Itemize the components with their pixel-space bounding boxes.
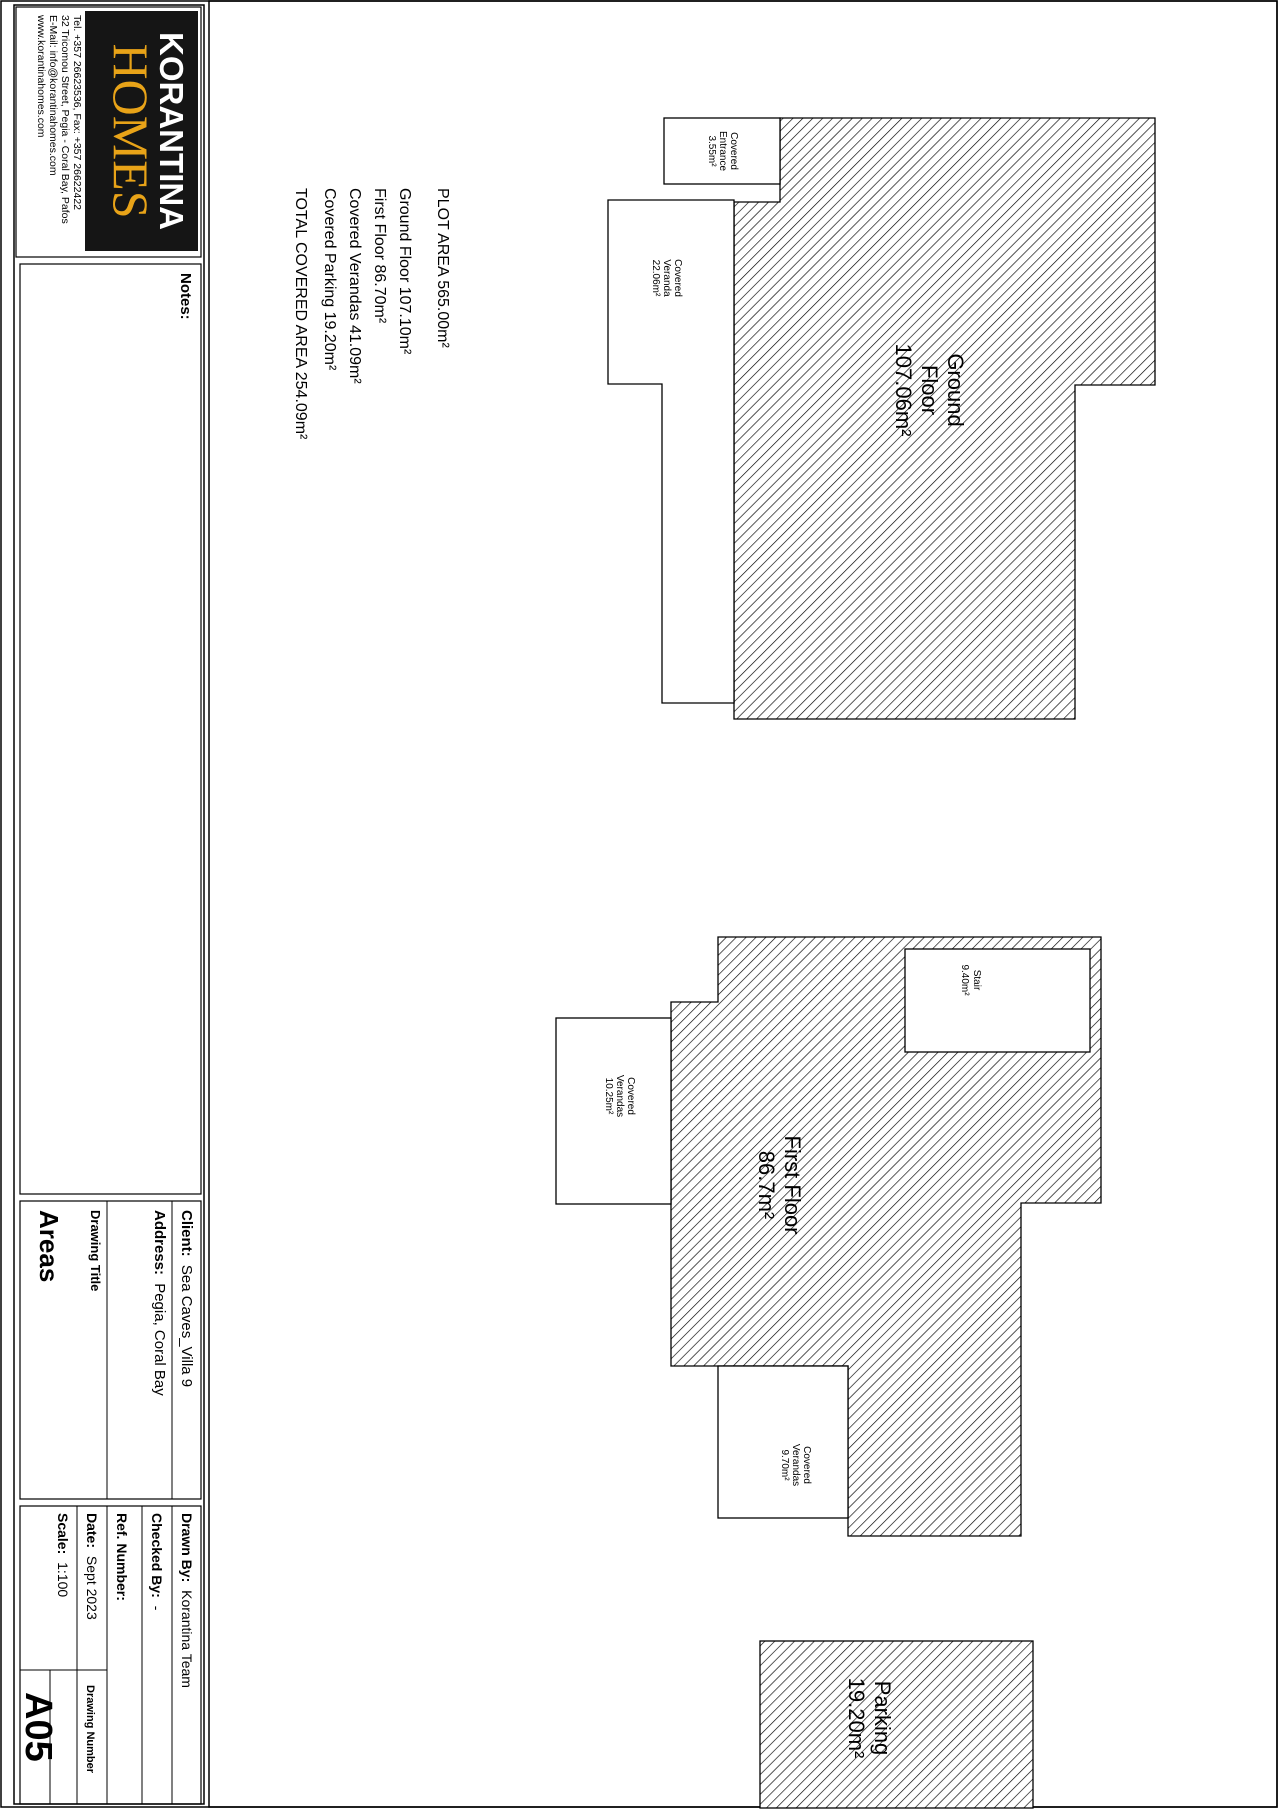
covered-veranda-area: 22.06m² xyxy=(650,259,661,297)
first-floor-area: 86.7m² xyxy=(754,1150,779,1220)
checked-by-value: - xyxy=(149,1605,165,1611)
covered-verandas-a-area: 10.25m² xyxy=(603,1077,614,1115)
scale-line xyxy=(55,1513,71,1597)
covered-veranda-line2: Veranda xyxy=(661,259,672,297)
checked-by-line xyxy=(149,1513,165,1611)
company-website: www.korantinahomes.com xyxy=(35,15,47,138)
address-value: Pegia, Coral Bay xyxy=(151,1283,168,1396)
ground-floor-area-line: Ground Floor 107.10m² xyxy=(396,188,413,355)
covered-entrance-area: 3.55m² xyxy=(706,135,717,167)
total-covered-area-line: TOTAL COVERED AREA 254.09m² xyxy=(292,188,309,440)
covered-verandas-a-line2: Verandas xyxy=(614,1074,625,1118)
covered-verandas-area-line: Covered Verandas 41.09m² xyxy=(346,188,363,384)
scale-value: 1:100 xyxy=(55,1562,71,1598)
drawing-number-value: A05 xyxy=(17,1692,59,1762)
ground-floor-label-line2: Floor xyxy=(917,364,942,416)
drawing-info-panel xyxy=(17,1506,201,1804)
parking-label: Parking xyxy=(870,1680,895,1756)
first-floor-label-line1: First Floor xyxy=(780,1135,805,1235)
covered-verandas-b-area: 9.70m² xyxy=(779,1449,790,1481)
covered-parking-area-line: Covered Parking 19.20m² xyxy=(321,188,338,371)
company-email: E-Mail: info@korantinahomes.com xyxy=(47,15,59,176)
date-line xyxy=(84,1513,100,1620)
logo-name-line1: KORANTINA xyxy=(153,32,190,230)
covered-verandas-b-line1: Covered xyxy=(801,1446,812,1484)
date-label: Date: xyxy=(84,1513,100,1549)
parking-plan xyxy=(760,1641,1033,1808)
ref-number-label: Ref. Number: xyxy=(114,1513,130,1601)
covered-verandas-a-line1: Covered xyxy=(625,1077,636,1115)
stair-label: Stair xyxy=(971,969,982,991)
logo-name-line2: HOMES xyxy=(103,43,159,219)
covered-entrance-line2: Entrance xyxy=(717,130,728,172)
drawn-by-value: Korantina Team xyxy=(179,1590,195,1688)
first-floor-plan xyxy=(556,937,1101,1536)
stair-zone xyxy=(905,949,1090,1052)
parking-area: 19.20m² xyxy=(844,1677,869,1759)
client-line xyxy=(178,1210,195,1387)
checked-by-label: Checked By: xyxy=(149,1513,165,1598)
address-line xyxy=(151,1210,168,1396)
project-panel xyxy=(20,1201,201,1499)
ground-floor-plan xyxy=(608,118,1155,719)
date-value: Sept 2023 xyxy=(84,1555,100,1620)
drawing-title-value: Areas xyxy=(34,1210,64,1283)
drawing-title-label: Drawing Title xyxy=(88,1210,103,1292)
covered-veranda-line1: Covered xyxy=(672,259,683,297)
covered-verandas-b-zone xyxy=(718,1366,848,1518)
covered-verandas-b-line2: Verandas xyxy=(790,1443,801,1487)
client-value: Sea Caves_Villa 9 xyxy=(178,1264,195,1388)
logo-panel xyxy=(16,7,201,257)
company-tel-fax: Tel. +357 26623536, Fax: +357 26622422 xyxy=(71,15,83,210)
parking-zone xyxy=(760,1641,1033,1808)
drawn-by-label: Drawn By: xyxy=(179,1513,195,1583)
ground-floor-area: 107.06m² xyxy=(891,343,916,437)
covered-entrance-line1: Covered xyxy=(728,132,739,170)
drawn-by-line xyxy=(179,1513,195,1688)
stair-area: 9.40m² xyxy=(959,964,970,996)
plot-area: PLOT AREA 565.00m² xyxy=(434,188,451,348)
notes-panel xyxy=(20,264,201,1194)
address-label: Address: xyxy=(151,1210,168,1276)
ground-floor-label-line1: Ground xyxy=(943,353,968,427)
title-block xyxy=(14,5,204,1804)
area-summary xyxy=(292,188,451,440)
drawing-number-label: Drawing Number xyxy=(84,1685,96,1774)
scale-label: Scale: xyxy=(55,1513,71,1555)
company-address: 32 Tricomou Street, Pegia - Coral Bay, Pafos xyxy=(59,15,71,224)
first-floor-area-line: First Floor 86.70m² xyxy=(371,188,388,324)
notes-label: Notes: xyxy=(177,273,194,320)
client-label: Client: xyxy=(178,1210,195,1257)
